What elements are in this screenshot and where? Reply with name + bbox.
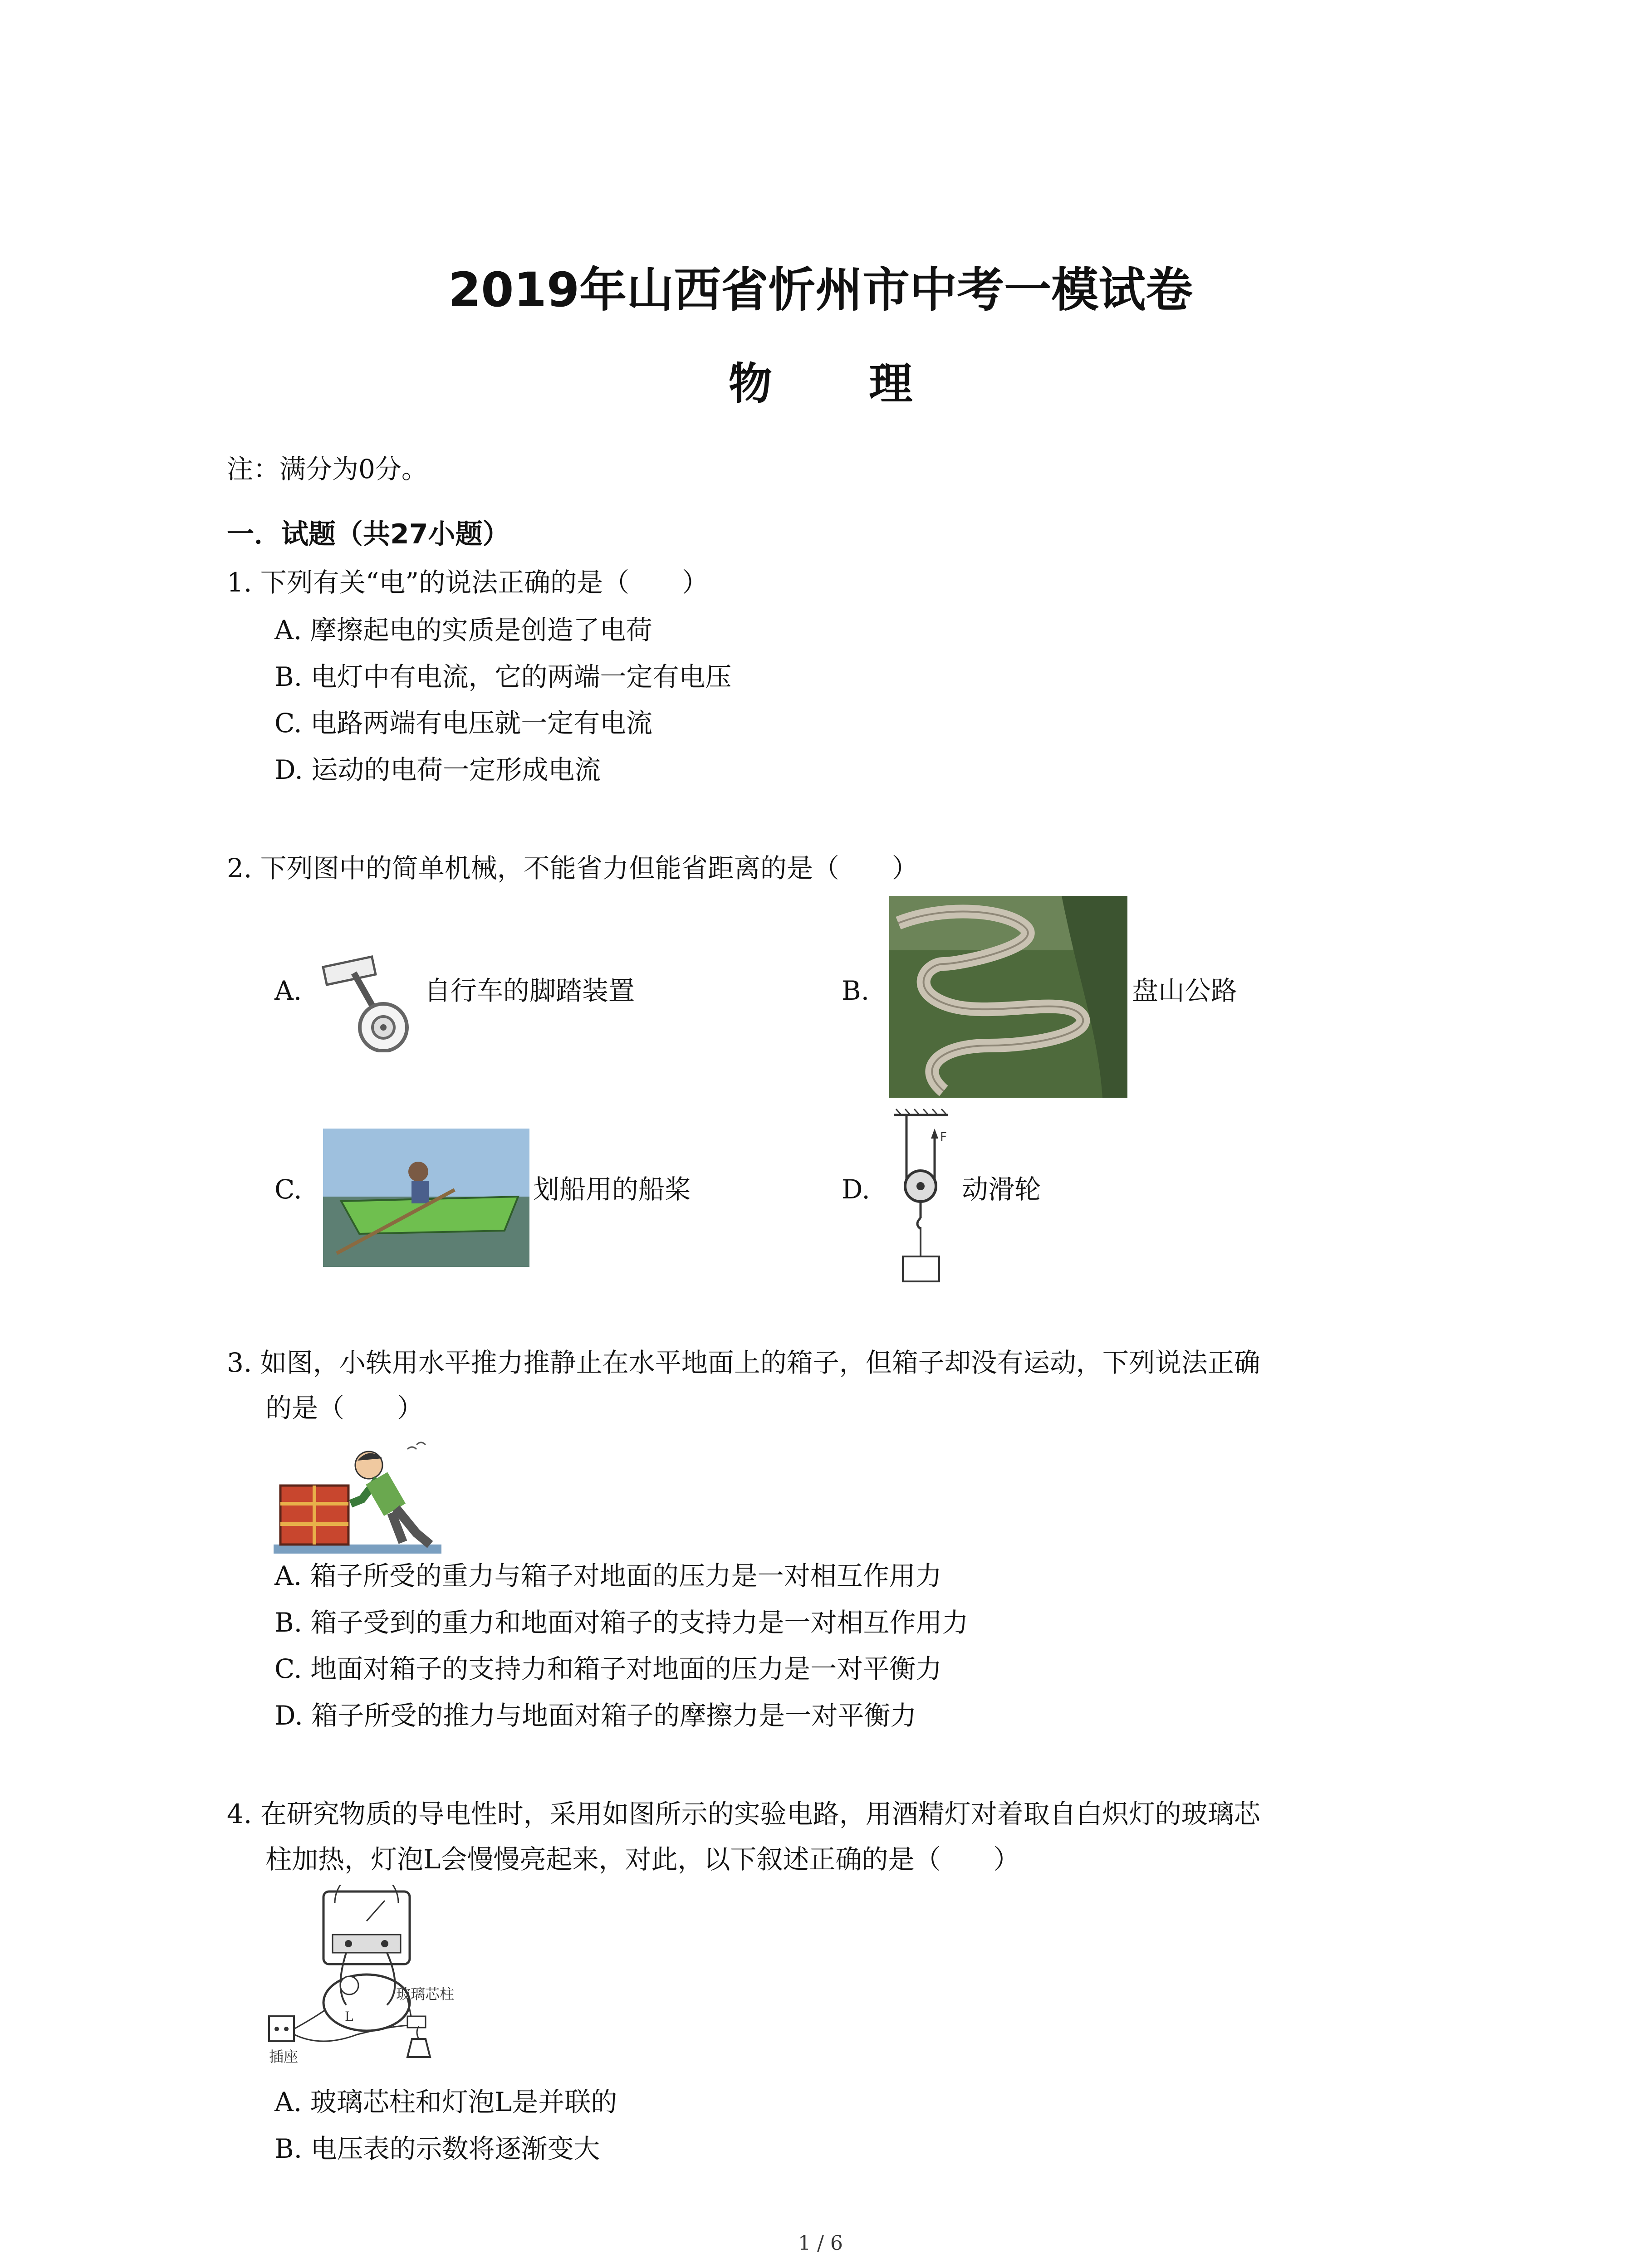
question-2-option-c-label: 划船用的船桨 bbox=[533, 1174, 691, 1205]
question-2-option-b-label: 盘山公路 bbox=[1132, 975, 1238, 1006]
pushing-box-image bbox=[271, 1436, 444, 1556]
question-1-option-c: C. 电路两端有电压就一定有电流 bbox=[274, 708, 653, 738]
conductivity-circuit-image bbox=[267, 1885, 485, 2089]
question-3-stem-line-1: 3. 如图，小轶用水平推力推静止在水平地面上的箱子，但箱子却没有运动，下列说法正确 bbox=[227, 1347, 1260, 1378]
question-2-option-d-label: 动滑轮 bbox=[962, 1174, 1041, 1205]
question-3-option-a: A. 箱子所受的重力与箱子对地面的压力是一对相互作用力 bbox=[274, 1560, 942, 1591]
question-4-option-a: A. 玻璃芯柱和灯泡L是并联的 bbox=[274, 2087, 617, 2117]
page-number: 1 / 6 bbox=[798, 2232, 843, 2255]
question-1-option-b: B. 电灯中有电流，它的两端一定有电压 bbox=[274, 661, 732, 692]
question-2-option-c-letter: C. bbox=[274, 1174, 302, 1205]
question-2-option-a-letter: A. bbox=[274, 975, 302, 1006]
pulley-force-label: F bbox=[940, 1130, 947, 1144]
question-4-stem-line-2: 柱加热，灯泡L会慢慢亮起来，对此，以下叙述正确的是（ ） bbox=[265, 1844, 1020, 1875]
question-3-option-b: B. 箱子受到的重力和地面对箱子的支持力是一对相互作用力 bbox=[274, 1607, 969, 1638]
question-1-option-d: D. 运动的电荷一定形成电流 bbox=[274, 754, 601, 785]
question-2-stem: 2. 下列图中的简单机械，不能省力但能省距离的是（ ） bbox=[227, 853, 918, 884]
subject-title: 物 理 bbox=[728, 358, 954, 409]
question-1-option-a: A. 摩擦起电的实质是创造了电荷 bbox=[274, 615, 652, 645]
bicycle-pedal-image bbox=[315, 948, 424, 1052]
question-3-stem-line-2: 的是（ ） bbox=[265, 1393, 424, 1423]
question-2-option-a-label: 自行车的脚踏装置 bbox=[424, 975, 635, 1006]
question-4-option-b: B. 电压表的示数将逐渐变大 bbox=[274, 2133, 600, 2164]
mountain-road-image bbox=[889, 896, 1127, 1098]
socket-label: 插座 bbox=[269, 2048, 299, 2065]
score-note: 注：满分为0分。 bbox=[227, 454, 428, 484]
lamp-label: L bbox=[345, 2009, 353, 2024]
question-3-option-d: D. 箱子所受的推力与地面对箱子的摩擦力是一对平衡力 bbox=[274, 1700, 917, 1731]
glass-core-label: 玻璃芯柱 bbox=[396, 1985, 455, 2003]
movable-pulley-image bbox=[889, 1107, 971, 1288]
question-3-option-c: C. 地面对箱子的支持力和箱子对地面的压力是一对平衡力 bbox=[274, 1653, 942, 1684]
question-1-stem: 1. 下列有关“电”的说法正确的是（ ） bbox=[227, 567, 709, 598]
rowing-boat-image bbox=[323, 1129, 529, 1267]
question-2-option-d-letter: D. bbox=[842, 1174, 870, 1205]
question-2-option-b-letter: B. bbox=[842, 975, 870, 1006]
section-heading: 一．试题（共27小题） bbox=[227, 518, 510, 550]
question-4-stem-line-1: 4. 在研究物质的导电性时，采用如图所示的实验电路，用酒精灯对着取自白炽灯的玻璃芯 bbox=[227, 1799, 1260, 1829]
page-title: 2019年山西省忻州市中考一模试卷 bbox=[448, 262, 1193, 318]
